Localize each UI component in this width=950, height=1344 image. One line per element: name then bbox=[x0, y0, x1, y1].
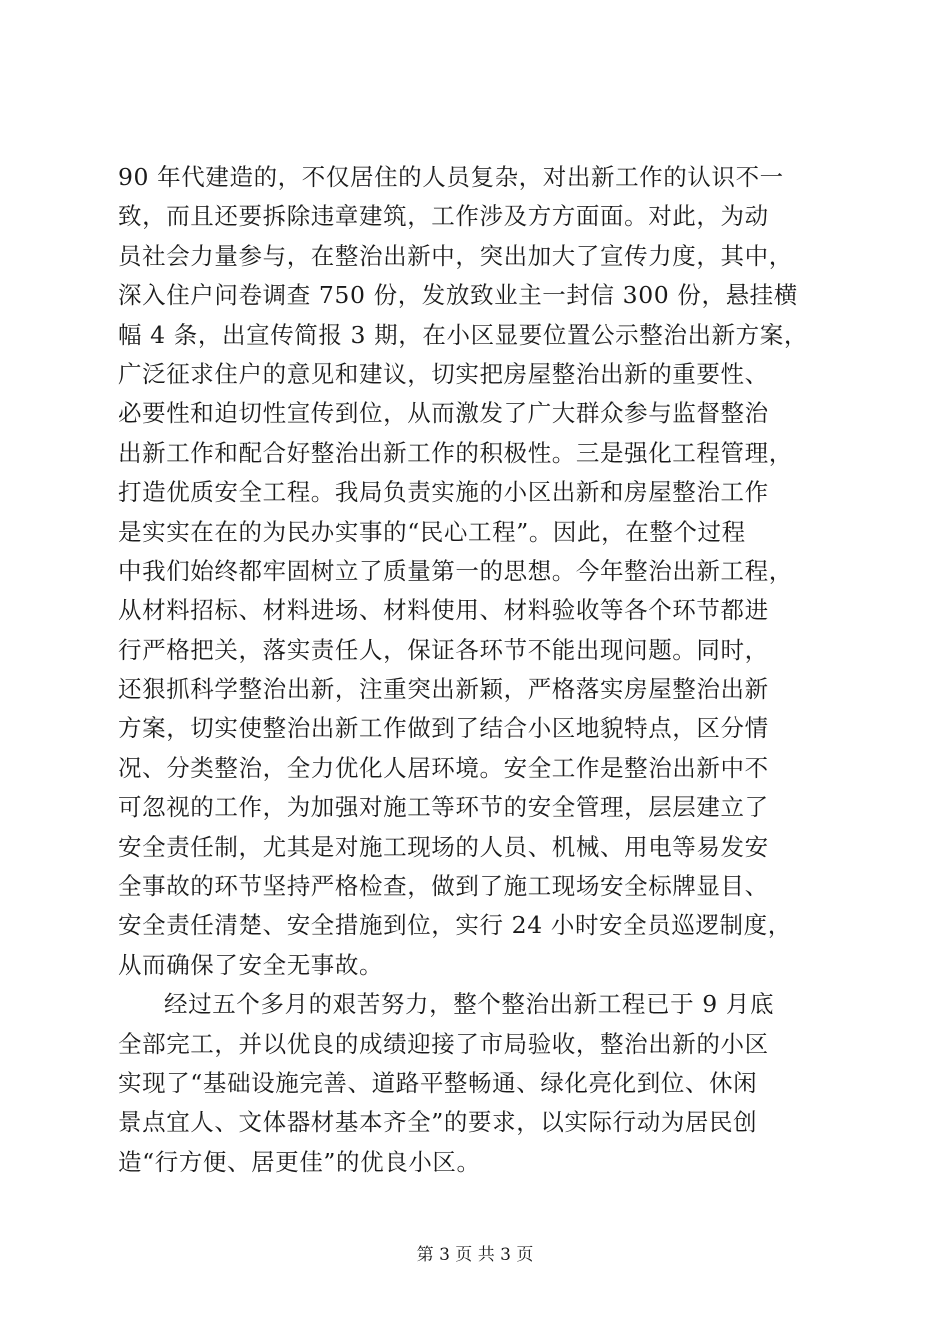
text-line: 广泛征求住户的意见和建议，切实把房屋整治出新的重要性、 bbox=[118, 359, 769, 388]
paragraph bbox=[118, 985, 836, 1182]
text-line: 还狠抓科学整治出新，注重突出新颖，严格落实房屋整治出新 bbox=[118, 675, 769, 704]
text-line: 全事故的环节坚持严格检查，做到了施工现场安全标牌显目、 bbox=[118, 872, 769, 901]
text-line: 全部完工，并以优良的成绩迎接了市局验收，整治出新的小区 bbox=[118, 1029, 769, 1058]
text-line: 从而确保了安全无事故。 bbox=[118, 950, 384, 979]
text-line: 安全责任清楚、安全措施到位，实行 24 小时安全员巡逻制度， bbox=[118, 911, 792, 940]
text-line: 行严格把关，落实责任人，保证各环节不能出现问题。同时， bbox=[118, 635, 769, 664]
text-line: 员社会力量参与，在整治出新中，突出加大了宣传力度，其中， bbox=[118, 241, 793, 270]
text-line: 出新工作和配合好整治出新工作的积极性。三是强化工程管理， bbox=[118, 438, 793, 467]
text-line: 打造优质安全工程。我局负责实施的小区出新和房屋整治工作 bbox=[118, 478, 769, 507]
text-line: 从材料招标、材料进场、材料使用、材料验收等各个环节都进 bbox=[118, 596, 769, 625]
text-line: 致，而且还要拆除违章建筑，工作涉及方方面面。对此，为动 bbox=[118, 202, 769, 231]
text-line: 况、分类整治，全力优化人居环境。安全工作是整治出新中不 bbox=[118, 753, 769, 782]
text-line: 方案，切实使整治出新工作做到了结合小区地貌特点，区分情 bbox=[118, 714, 769, 743]
text-line: 可忽视的工作，为加强对施工等环节的安全管理，层层建立了 bbox=[118, 793, 769, 822]
text-line: 必要性和迫切性宣传到位，从而激发了广大群众参与监督整治 bbox=[118, 399, 769, 428]
text-line: 经过五个多月的艰苦努力，整个整治出新工程已于 9 月底 bbox=[164, 990, 775, 1019]
text-line: 景点宜人、文体器材基本齐全”的要求，以实际行动为居民创 bbox=[118, 1108, 758, 1137]
text-line: 中我们始终都牢固树立了质量第一的思想。今年整治出新工程， bbox=[118, 556, 793, 585]
text-line: 安全责任制，尤其是对施工现场的人员、机械、用电等易发安 bbox=[118, 832, 769, 861]
text-line: 幅 4 条，出宣传简报 3 期，在小区显要位置公示整治出新方案， bbox=[118, 320, 808, 349]
text-line: 造“行方便、居更佳”的优良小区。 bbox=[118, 1147, 481, 1176]
text-line: 90 年代建造的，不仅居住的人员复杂，对出新工作的认识不一 bbox=[118, 163, 784, 191]
paragraph bbox=[118, 158, 836, 985]
page-footer: 第 3 页 共 3 页 bbox=[416, 1245, 534, 1265]
text-line: 深入住户问卷调查 750 份，发放致业主一封信 300 份，悬挂横 bbox=[118, 281, 798, 310]
text-line: 实现了“基础设施完善、道路平整畅通、绿化亮化到位、休闲 bbox=[118, 1068, 758, 1097]
document-body bbox=[118, 158, 836, 1182]
text-line: 是实实在在的为民办实事的“民心工程”。因此，在整个过程 bbox=[118, 517, 746, 546]
